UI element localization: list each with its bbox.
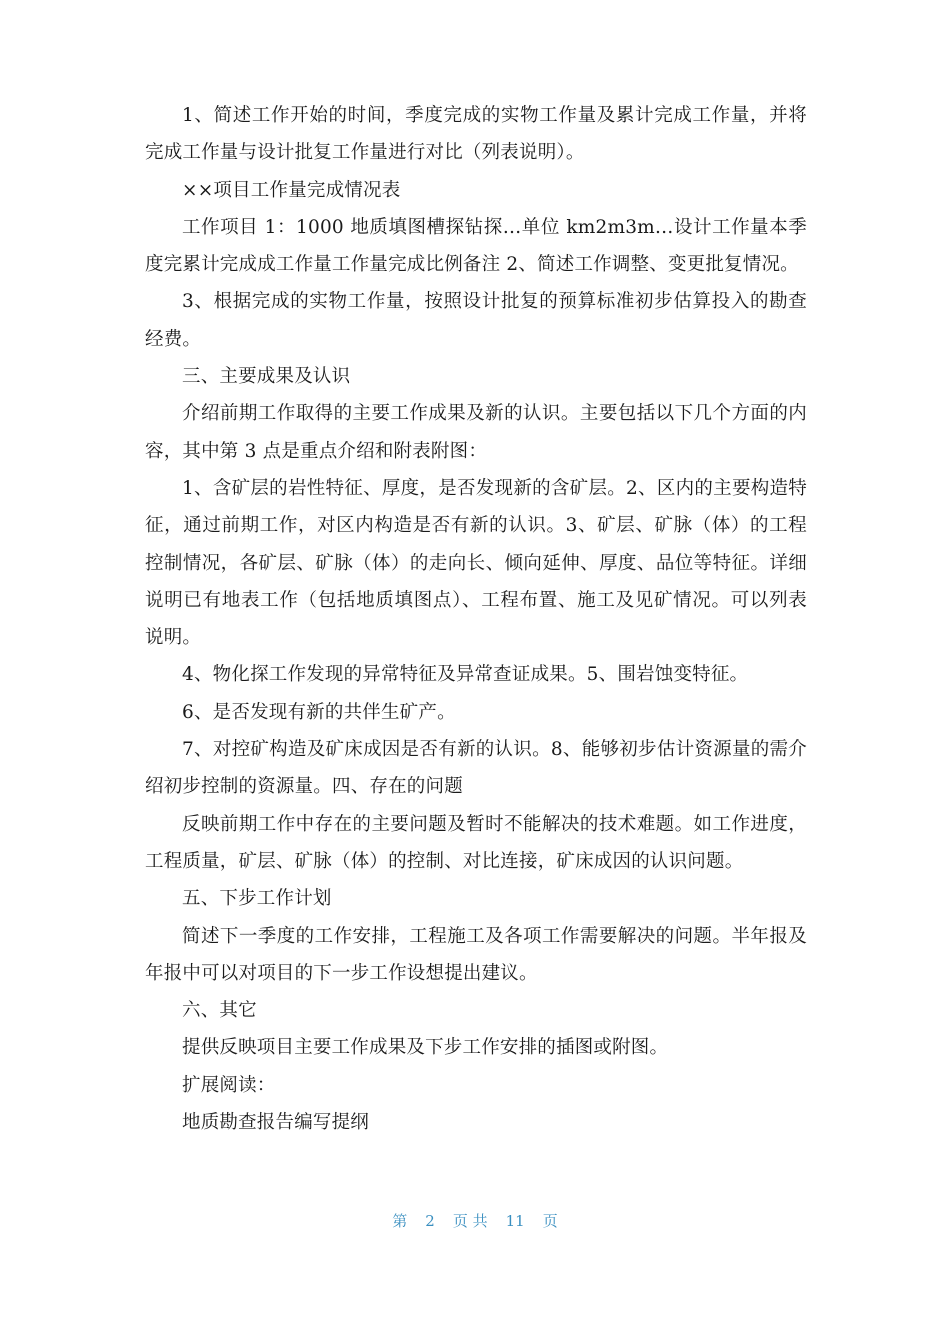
paragraph: 3、根据完成的实物工作量，按照设计批复的预算标准初步估算投入的勘查经费。 <box>145 291 807 350</box>
footer-suffix: 页 <box>542 1212 558 1230</box>
paragraph: 扩展阅读： <box>182 1074 276 1096</box>
section-heading: 三、主要成果及认识 <box>182 366 351 388</box>
paragraph: 1、含矿层的岩性特征、厚度，是否发现新的含矿层。2、区内的主要构造特征，通过前期工作，对区内构造是否有新的认识。3、矿层、矿脉（体）的工程控制情况，各矿层、矿脉（体）的走向长、倾向延伸、厚度、品位等特征。详细说明已有地表工作（包括地质填图点）、工程布置、施工及见矿情况。可以列表说明。 <box>145 477 807 649</box>
paragraph: 1、简述工作开始的时间，季度完成的实物工作量及累计完成工作量，并将完成工作量与设计批复工作量进行对比（列表说明）。 <box>145 105 807 164</box>
footer-middle: 页 共 <box>452 1212 488 1230</box>
paragraph: 6、是否发现有新的共伴生矿产。 <box>182 701 456 723</box>
paragraph: 简述下一季度的工作安排，工程施工及各项工作需要解决的问题。半年报及年报中可以对项目的下一步工作设想提出建议。 <box>145 925 807 984</box>
footer-prefix: 第 <box>392 1212 408 1230</box>
paragraph: 4、物化探工作发现的异常特征及异常查证成果。5、围岩蚀变特征。 <box>182 664 749 686</box>
footer-total-pages: 11 <box>505 1212 525 1230</box>
table-caption: ××项目工作量完成情况表 <box>182 179 401 201</box>
paragraph: 地质勘查报告编写提纲 <box>182 1112 370 1134</box>
paragraph: 反映前期工作中存在的主要问题及暂时不能解决的技术难题。如工作进度，工程质量，矿层、矿脉（体）的控制、对比连接，矿床成因的认识问题。 <box>145 813 807 872</box>
section-heading: 五、下步工作计划 <box>182 888 332 910</box>
footer-current-page: 2 <box>425 1212 435 1230</box>
paragraph: 工作项目 1：1000 地质填图槽探钻探…单位 km2m3m…设计工作量本季度完累计完成成工作量工作量完成比例备注 2、简述工作调整、变更批复情况。 <box>145 216 807 276</box>
section-heading: 六、其它 <box>182 1000 257 1022</box>
document-body <box>145 97 807 1141</box>
paragraph: 介绍前期工作取得的主要工作成果及新的认识。主要包括以下几个方面的内容，其中第 3 点是重点介绍和附表附图： <box>145 403 807 462</box>
paragraph: 7、对控矿构造及矿床成因是否有新的认识。8、能够初步估计资源量的需介绍初步控制的资源量。四、存在的问题 <box>145 739 807 798</box>
paragraph: 提供反映项目主要工作成果及下步工作安排的插图或附图。 <box>182 1037 669 1059</box>
page-footer <box>0 1210 950 1231</box>
